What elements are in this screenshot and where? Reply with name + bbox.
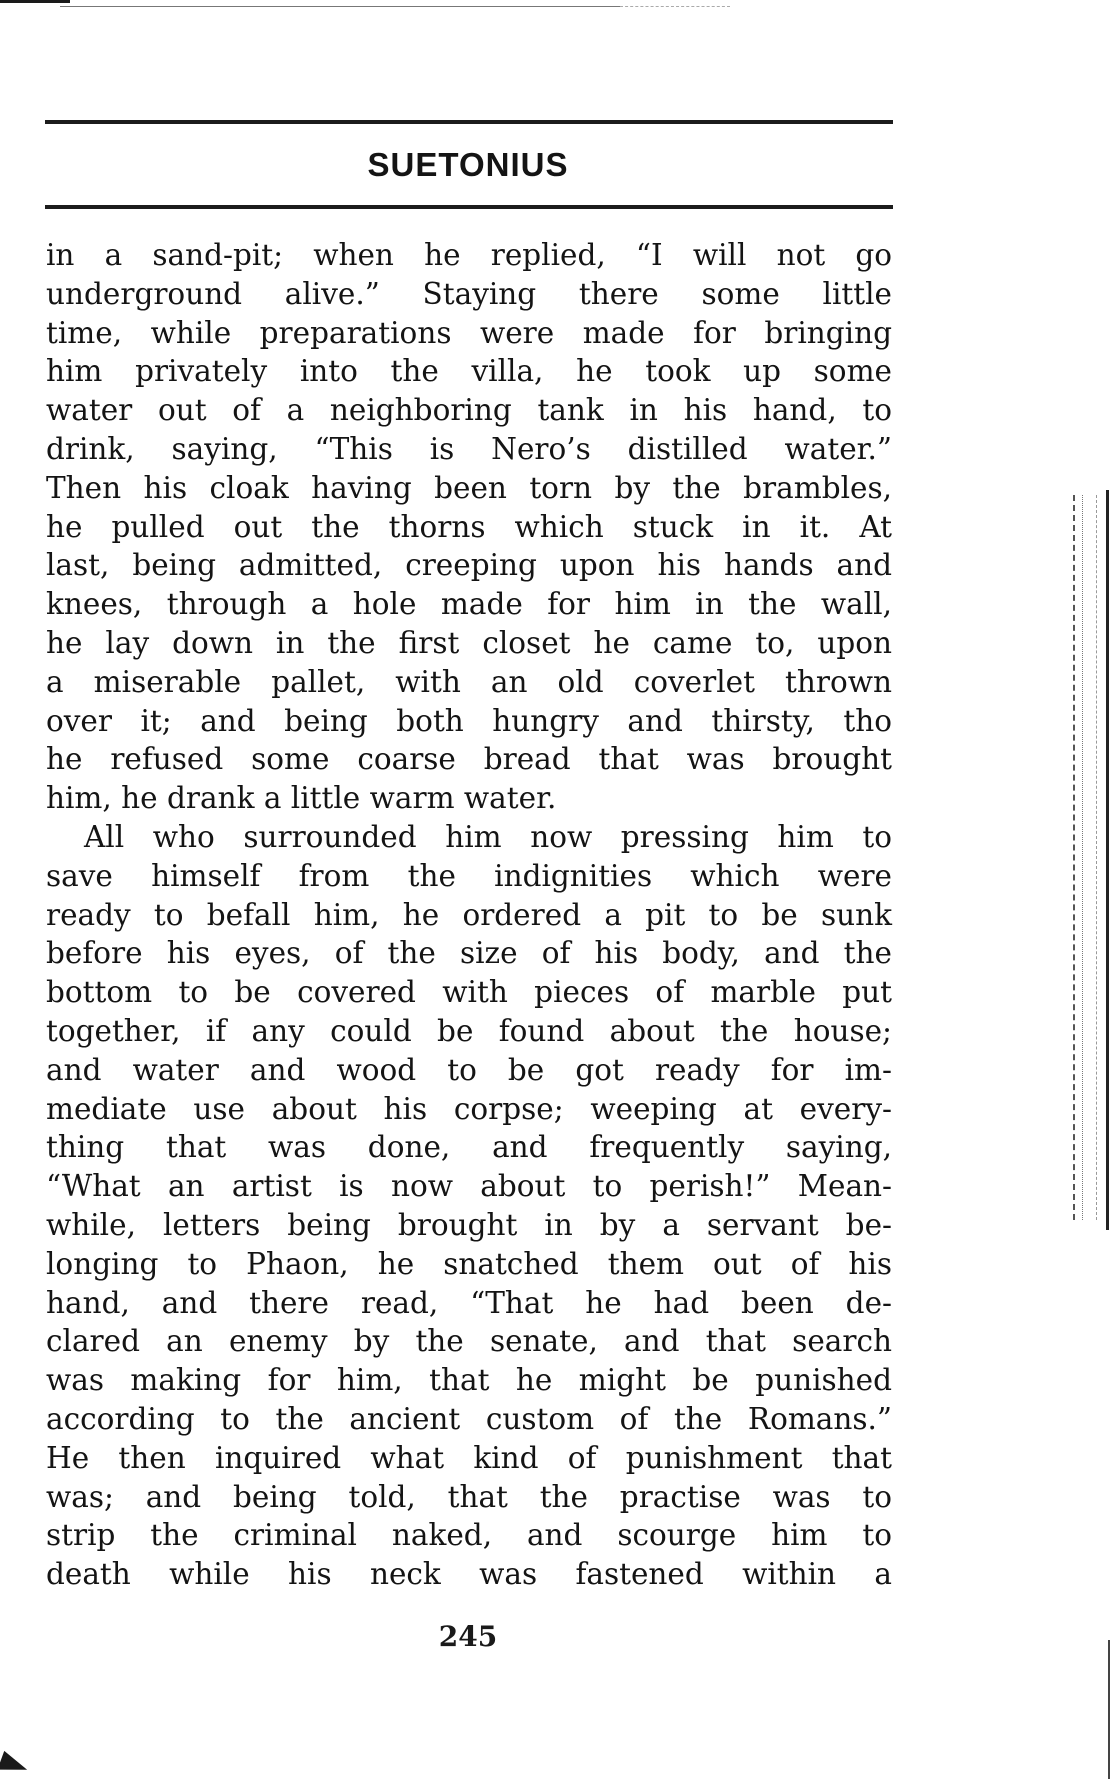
running-title: SUETONIUS xyxy=(367,146,569,183)
text-line: drink, saying, “This is Nero’s distilled water.” xyxy=(46,431,892,466)
text-line: him privately into the villa, he took up some xyxy=(46,354,892,389)
text-line: before his eyes, of the size of his body, and the xyxy=(46,936,892,971)
text-line: according to the ancient custom of the Romans.” xyxy=(46,1401,892,1436)
text-line: in a sand-pit; when he replied, “I will not go xyxy=(46,238,892,272)
scan-edge-right xyxy=(1073,495,1075,1220)
text-line: “What an artist is now about to perish!” Mean- xyxy=(46,1169,892,1204)
text-line: together, if any could be found about the house; xyxy=(46,1013,892,1048)
text-line: a miserable pallet, with an old coverlet thrown xyxy=(46,664,892,699)
paragraph-2 xyxy=(46,818,892,1594)
scan-corner-mark xyxy=(0,1751,31,1779)
text-line: he lay down in the first closet he came to, upon xyxy=(46,625,892,660)
scan-edge-right xyxy=(1108,1640,1110,1779)
body-text xyxy=(46,236,892,1594)
text-line: All who surrounded him now pressing him to xyxy=(84,819,892,854)
header-rule-bottom xyxy=(45,205,893,209)
text-line: last, being admitted, creeping upon his hands and xyxy=(46,548,892,583)
text-line: time, while preparations were made for bringing xyxy=(46,315,892,350)
scan-edge-top-faint xyxy=(620,6,730,7)
scan-edge-right xyxy=(1106,490,1109,1230)
text-line: mediate use about his corpse; weeping at every- xyxy=(46,1091,892,1126)
text-line: knees, through a hole made for him in the wall, xyxy=(46,587,892,622)
scan-edge-top-left xyxy=(0,0,70,17)
text-line: water out of a neighboring tank in his hand, to xyxy=(46,393,892,428)
text-line: bottom to be covered with pieces of marble put xyxy=(46,975,892,1010)
text-line: hand, and there read, “That he had been de- xyxy=(46,1285,892,1320)
text-line: longing to Phaon, he snatched them out of his xyxy=(46,1246,892,1281)
text-line: thing that was done, and frequently saying, xyxy=(46,1130,892,1165)
scan-edge-right xyxy=(1082,495,1083,1220)
text-line: while, letters being brought in by a servant be- xyxy=(46,1207,892,1242)
text-line: over it; and being both hungry and thirsty, tho xyxy=(46,703,892,738)
scan-edge-top xyxy=(60,6,620,7)
text-line: strip the criminal naked, and scourge him to xyxy=(46,1518,892,1553)
text-line: he refused some coarse bread that was brought xyxy=(46,742,892,777)
page-number: 245 xyxy=(438,1620,498,1653)
text-line: ready to befall him, he ordered a pit to be sunk xyxy=(46,897,892,932)
text-line: him, he drank a little warm water. xyxy=(46,781,557,816)
text-line: was; and being told, that the practise was to xyxy=(46,1479,892,1514)
text-line: was making for him, that he might be punished xyxy=(46,1363,892,1398)
text-line: clared an enemy by the senate, and that search xyxy=(46,1324,892,1359)
text-line: underground alive.” Staying there some little xyxy=(46,276,892,311)
text-line: and water and wood to be got ready for im- xyxy=(46,1052,892,1087)
text-line: death while his neck was fastened within a xyxy=(46,1557,892,1592)
text-line: He then inquired what kind of punishment that xyxy=(46,1440,892,1475)
header-rule-top xyxy=(45,120,893,124)
scan-edge-right xyxy=(1096,495,1097,1220)
text-line: he pulled out the thorns which stuck in it. At xyxy=(46,509,892,544)
paragraph-1 xyxy=(46,236,892,818)
text-line: save himself from the indignities which were xyxy=(46,858,892,893)
text-line: Then his cloak having been torn by the brambles, xyxy=(46,470,892,505)
